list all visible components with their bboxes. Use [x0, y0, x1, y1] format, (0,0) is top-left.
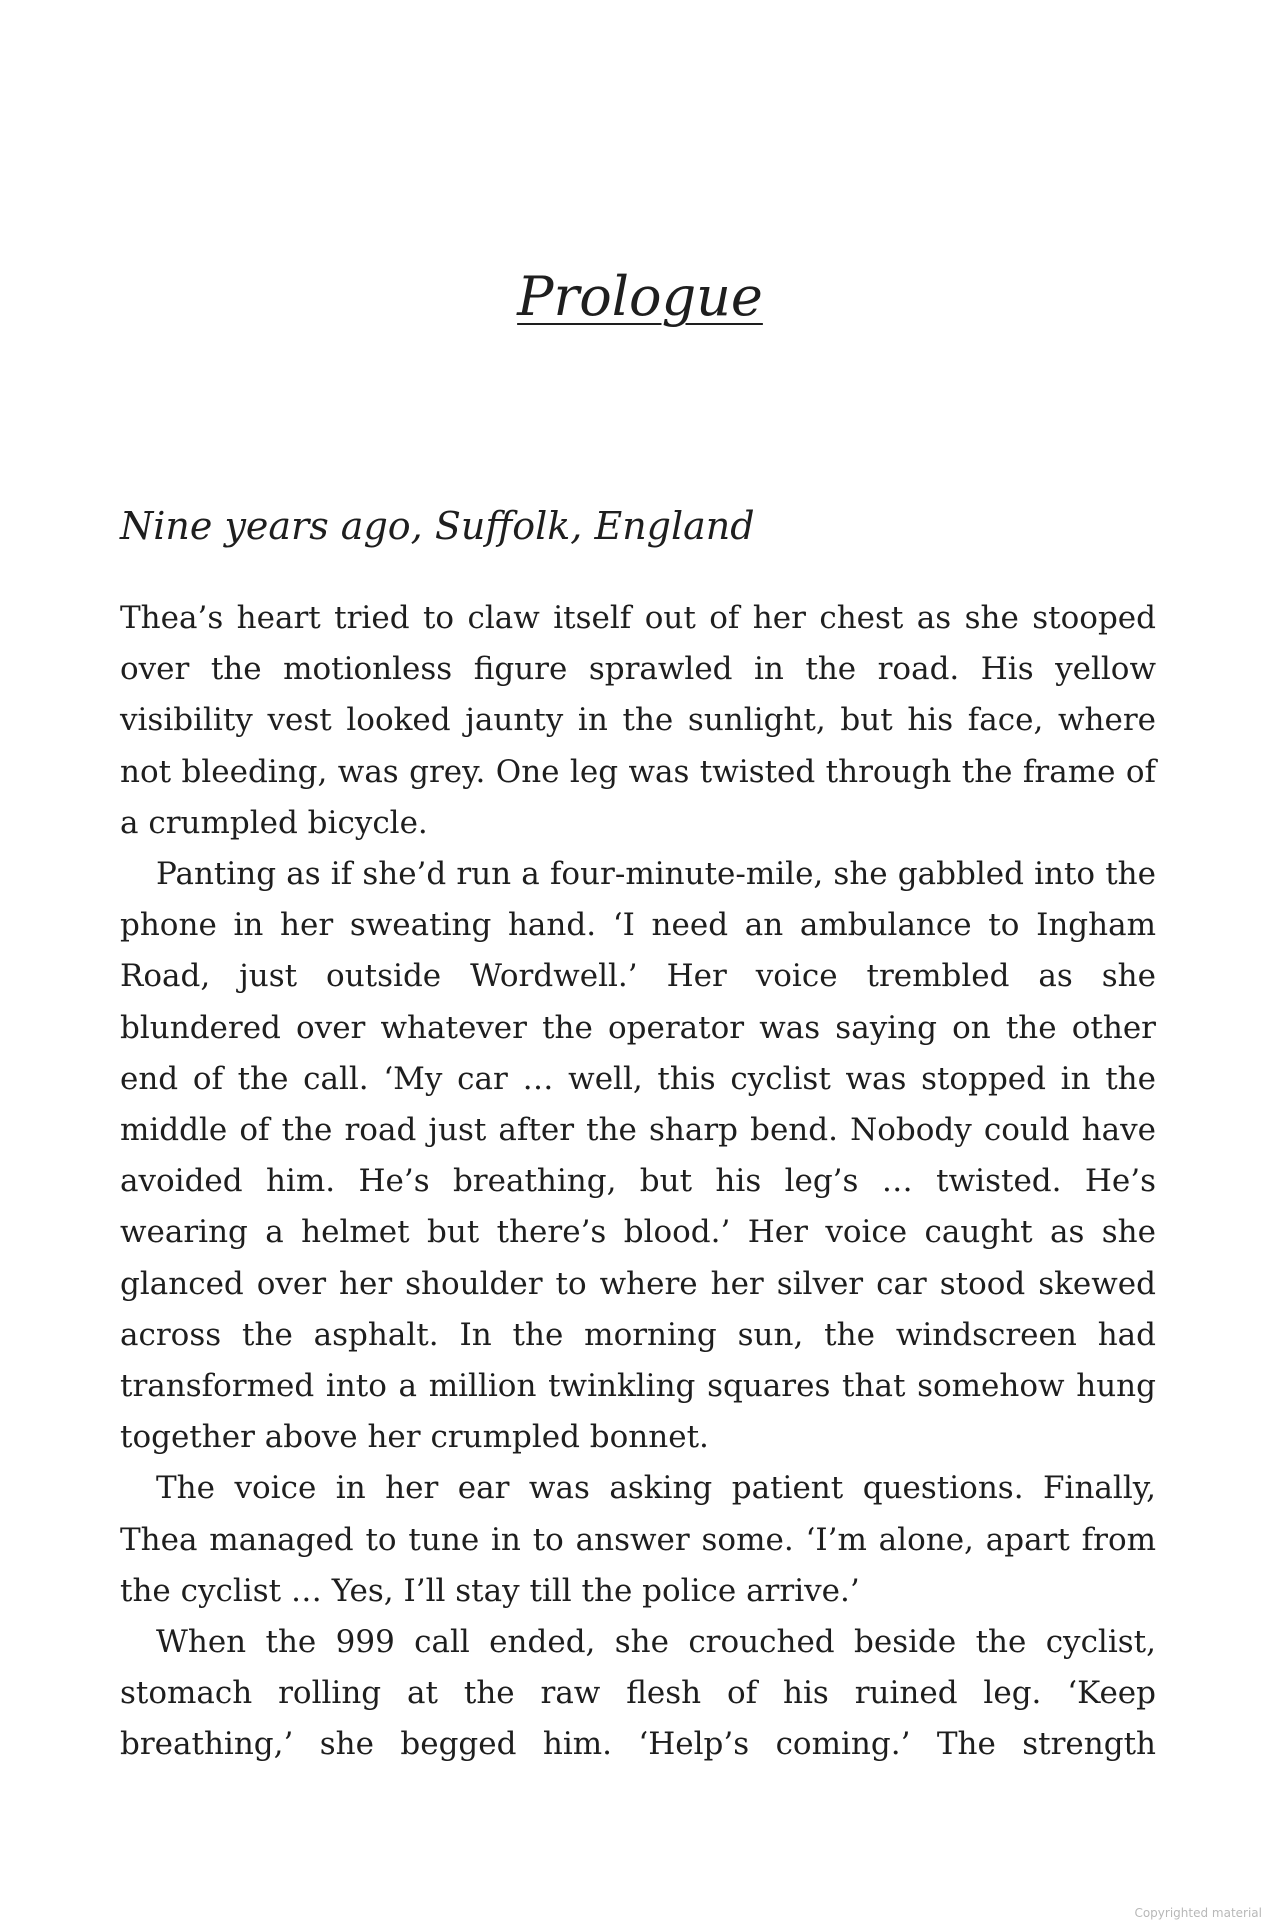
paragraph: Thea’s heart tried to claw itself out of her chest as she stooped over the motionless figure sprawled in the road. His yellow visibility vest looked jaunty in the sunlight, but his face, where not bleeding, was grey. One leg was twisted through the frame of a crumpled bicycle.: [120, 600, 1156, 841]
scene-heading: Nine years ago, Suffolk, England: [120, 504, 755, 548]
paragraph: The voice in her ear was asking patient questions. Finally, Thea managed to tune in to answer some. ‘I’m alone, apart from the cyclist … Yes, I’ll stay till the police arrive.’: [120, 1470, 1156, 1609]
body-text: [120, 593, 1156, 1771]
chapter-title-text: Prologue: [517, 265, 763, 328]
paragraph: Panting as if she’d run a four-minute-mile, she gabbled into the phone in her sweating hand. ‘I need an ambulance to Ingham Road, just outside Wordwell.’ Her voice trembled as she blundered over whatever the operator was saying on the other end of the call. ‘My car … well, this cyclist was stopped in the middle of the road just after the sharp bend. Nobody could have avoided him. He’s breathing, but his leg’s … twisted. He’s wearing a helmet but there’s blood.’ Her voice caught as she glanced over her shoulder to where her silver car stood skewed across the asphalt. In the morning sun, the windscreen had transformed into a million twinkling squares that somehow hung together above her crumpled bonnet.: [120, 856, 1156, 1456]
copyright-notice: Copyrighted material: [1134, 1906, 1262, 1920]
paragraph: When the 999 call ended, she crouched beside the cyclist, stomach rolling at the raw flesh of his ruined leg. ‘Keep breathing,’ she begged him. ‘Help’s coming.’ The strength: [120, 1624, 1156, 1763]
chapter-title: [0, 262, 1280, 332]
